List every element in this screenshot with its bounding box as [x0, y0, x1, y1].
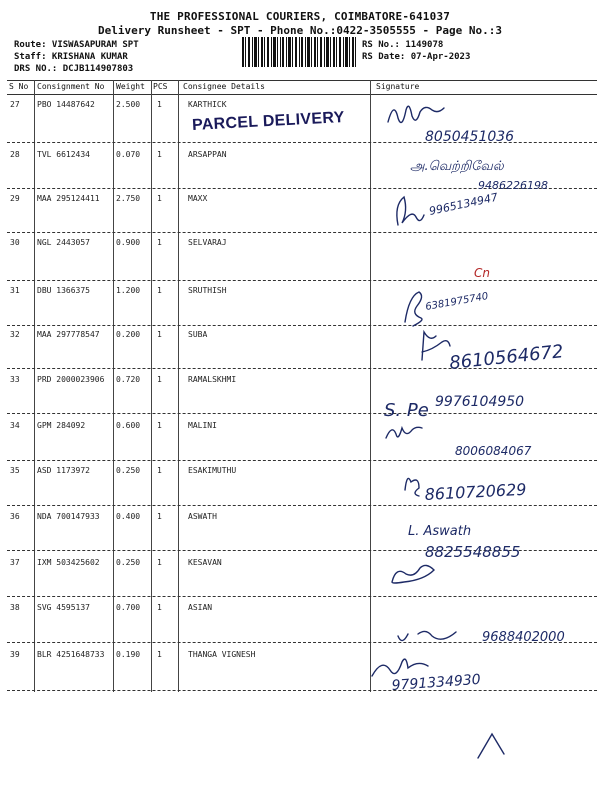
parcel-delivery-stamp: PARCEL DELIVERY	[191, 109, 345, 134]
hand-phone-39: 9791334930	[391, 671, 482, 694]
cell-weight: 0.900	[116, 238, 141, 247]
cell-consignee: ESAKIMUTHU	[188, 466, 237, 475]
cell-consignment: IXM 503425602	[37, 558, 100, 567]
col-signature: Signature	[376, 82, 420, 91]
signature-34	[386, 427, 422, 438]
cell-consignment: NDA 700147933	[37, 512, 100, 521]
hand-phone-29: 9965134947	[427, 190, 500, 218]
signature-27	[388, 106, 444, 122]
cell-weight: 0.700	[116, 603, 141, 612]
cell-sno: 38	[10, 603, 20, 612]
hand-sig-33: S. Pe	[384, 400, 429, 421]
hand-phone-31: 6381975740	[424, 291, 490, 313]
cell-pcs: 1	[157, 512, 162, 521]
cell-sno: 35	[10, 466, 20, 475]
cell-weight: 0.070	[116, 150, 141, 159]
rs-date: RS Date: 07-Apr-2023	[362, 52, 471, 62]
company-title: THE PROFESSIONAL COURIERS, COIMBATORE-641037	[149, 10, 451, 23]
hand-phone-38: 9688402000	[482, 630, 565, 645]
cell-sno: 31	[10, 286, 20, 295]
cell-consignee: KESAVAN	[188, 558, 222, 567]
cell-consignment: PRD 2000023906	[37, 375, 105, 384]
cell-sno: 36	[10, 512, 20, 521]
signature-35	[405, 478, 419, 496]
route-text: Route: VISWASAPURAM SPT	[14, 40, 139, 50]
drs-number: DRS NO.: DCJB114907803	[14, 64, 134, 74]
cell-sno: 34	[10, 421, 20, 430]
cell-consignee: THANGA VIGNESH	[188, 650, 256, 659]
cell-consignment: MAA 297778547	[37, 330, 100, 339]
col-weight: Weight	[116, 82, 145, 91]
col-pcs: PCS	[153, 82, 168, 91]
cell-consignee: ASIAN	[188, 603, 213, 612]
staff-text: Staff: KRISHANA KUMAR	[14, 52, 128, 62]
cell-consignee: SELVARAJ	[188, 238, 227, 247]
hand-phone-35: 8610720629	[424, 479, 527, 504]
cell-sno: 29	[10, 194, 20, 203]
col-sno: S No	[9, 82, 29, 91]
hand-phone-36: 8825548855	[425, 543, 521, 561]
cell-consignee: SUBA	[188, 330, 208, 339]
hand-sig-36: L. Aswath	[408, 524, 472, 539]
cell-sno: 37	[10, 558, 20, 567]
cell-pcs: 1	[157, 286, 162, 295]
cell-weight: 0.190	[116, 650, 141, 659]
cell-sno: 28	[10, 150, 20, 159]
cell-pcs: 1	[157, 100, 162, 109]
cell-weight: 2.750	[116, 194, 141, 203]
cell-weight: 0.200	[116, 330, 141, 339]
cell-consignment: GPM 284092	[37, 421, 86, 430]
cell-pcs: 1	[157, 466, 162, 475]
col-consignee: Consignee Details	[183, 82, 265, 91]
cell-sno: 39	[10, 650, 20, 659]
cell-pcs: 1	[157, 238, 162, 247]
cell-sno: 27	[10, 100, 20, 109]
cell-pcs: 1	[157, 558, 162, 567]
cell-consignee: SRUTHISH	[188, 286, 227, 295]
cell-consignment: DBU 1366375	[37, 286, 90, 295]
cell-consignment: TVL 6612434	[37, 150, 90, 159]
cell-sno: 32	[10, 330, 20, 339]
hand-phone-34: 8006084067	[455, 444, 532, 458]
cell-consignment: ASD 1173972	[37, 466, 90, 475]
signature-31	[405, 292, 422, 326]
cell-pcs: 1	[157, 603, 162, 612]
col-consignment: Consignment No	[37, 82, 105, 91]
cell-weight: 0.400	[116, 512, 141, 521]
cell-consignment: NGL 2443057	[37, 238, 90, 247]
cell-consignment: SVG 4595137	[37, 603, 90, 612]
cell-pcs: 1	[157, 194, 162, 203]
cell-weight: 1.200	[116, 286, 141, 295]
cell-consignee: MAXX	[188, 194, 208, 203]
cell-consignment: MAA 295124411	[37, 194, 100, 203]
signature-39	[372, 659, 428, 676]
cell-consignee: KARTHICK	[188, 100, 227, 109]
cell-consignment: BLR 4251648733	[37, 650, 105, 659]
cell-consignee: ARSAPPAN	[188, 150, 227, 159]
hand-phone-32: 8610564672	[448, 341, 565, 374]
cell-pcs: 1	[157, 330, 162, 339]
cell-weight: 0.720	[116, 375, 141, 384]
cell-sno: 30	[10, 238, 20, 247]
rs-number: RS No.: 1149078	[362, 40, 444, 50]
hand-mark-30: Cn	[474, 266, 490, 280]
cell-weight: 0.250	[116, 466, 141, 475]
page-mark	[478, 734, 504, 758]
runsheet-subtitle: Delivery Runsheet - SPT - Phone No.:0422-3505555 - Page No.:3	[98, 24, 502, 37]
signature-37	[392, 565, 434, 583]
cell-pcs: 1	[157, 150, 162, 159]
cell-consignee: ASWATH	[188, 512, 217, 521]
cell-weight: 0.250	[116, 558, 141, 567]
signature-38	[398, 631, 456, 640]
cell-pcs: 1	[157, 421, 162, 430]
hand-tamil-28: அ.வெற்றிவேல்	[410, 159, 504, 174]
signature-32	[422, 332, 450, 360]
cell-consignee: RAMALSKHMI	[188, 375, 237, 384]
hand-phone-28: 9486226198	[478, 179, 548, 192]
hand-phone-33: 9976104950	[435, 394, 525, 410]
signature-29	[397, 197, 424, 225]
cell-consignee: MALINI	[188, 421, 217, 430]
cell-sno: 33	[10, 375, 20, 384]
hand-phone-27: 8050451036	[425, 129, 515, 145]
cell-pcs: 1	[157, 375, 162, 384]
cell-weight: 0.600	[116, 421, 141, 430]
cell-weight: 2.500	[116, 100, 141, 109]
cell-consignment: PBO 14487642	[37, 100, 95, 109]
cell-pcs: 1	[157, 650, 162, 659]
